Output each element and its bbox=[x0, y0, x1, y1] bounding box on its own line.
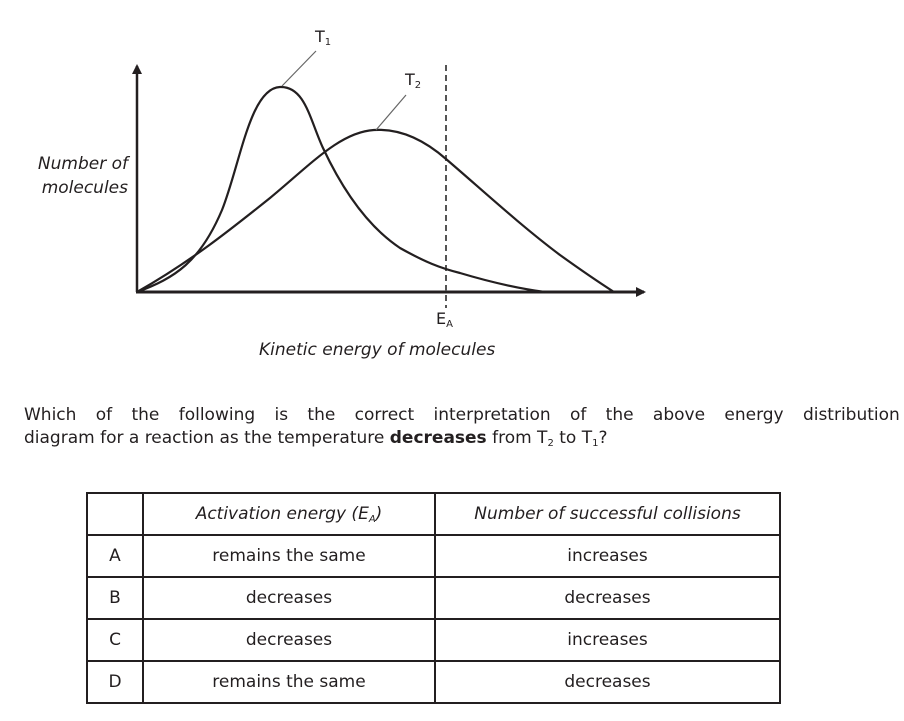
t2-leader-line bbox=[376, 95, 406, 130]
table-row[interactable] bbox=[87, 577, 780, 619]
activation-energy-cell: decreases bbox=[143, 577, 435, 619]
table-header-row bbox=[87, 493, 780, 535]
question-line-2: diagram for a reaction as the temperature decreases from $T_2$ to $T_1$? bbox=[24, 428, 608, 449]
curve-t1 bbox=[137, 87, 545, 292]
curve-t2 bbox=[137, 130, 614, 292]
t1-leader-line bbox=[282, 51, 316, 86]
y-axis-label: Number of molecules bbox=[37, 154, 128, 198]
table-row[interactable] bbox=[87, 619, 780, 661]
x-axis-label: Kinetic energy of molecules bbox=[259, 340, 496, 360]
option-letter: D bbox=[87, 661, 143, 703]
header-activation-energy: Activation energy $(E_A)$ bbox=[143, 493, 435, 535]
question-line-1: Which of the following is the correct interpretation of the above energy distribution bbox=[24, 405, 900, 425]
table-row[interactable] bbox=[87, 661, 780, 703]
header-blank bbox=[87, 493, 143, 535]
activation-energy-label: $E_A$ bbox=[436, 309, 453, 330]
option-letter: C bbox=[87, 619, 143, 661]
option-letter: A bbox=[87, 535, 143, 577]
option-letter: B bbox=[87, 577, 143, 619]
answer-options-table bbox=[86, 492, 781, 704]
t1-label: $T_1$ bbox=[315, 27, 332, 48]
collisions-cell: increases bbox=[435, 619, 780, 661]
collisions-cell: decreases bbox=[435, 577, 780, 619]
table-row[interactable] bbox=[87, 535, 780, 577]
question-text bbox=[24, 404, 900, 455]
collisions-cell: decreases bbox=[435, 661, 780, 703]
activation-energy-cell: decreases bbox=[143, 619, 435, 661]
activation-energy-cell: remains the same bbox=[143, 535, 435, 577]
collisions-cell: increases bbox=[435, 535, 780, 577]
header-successful-collisions: Number of successful collisions bbox=[435, 493, 780, 535]
t2-label: $T_2$ bbox=[405, 70, 422, 91]
activation-energy-cell: remains the same bbox=[143, 661, 435, 703]
